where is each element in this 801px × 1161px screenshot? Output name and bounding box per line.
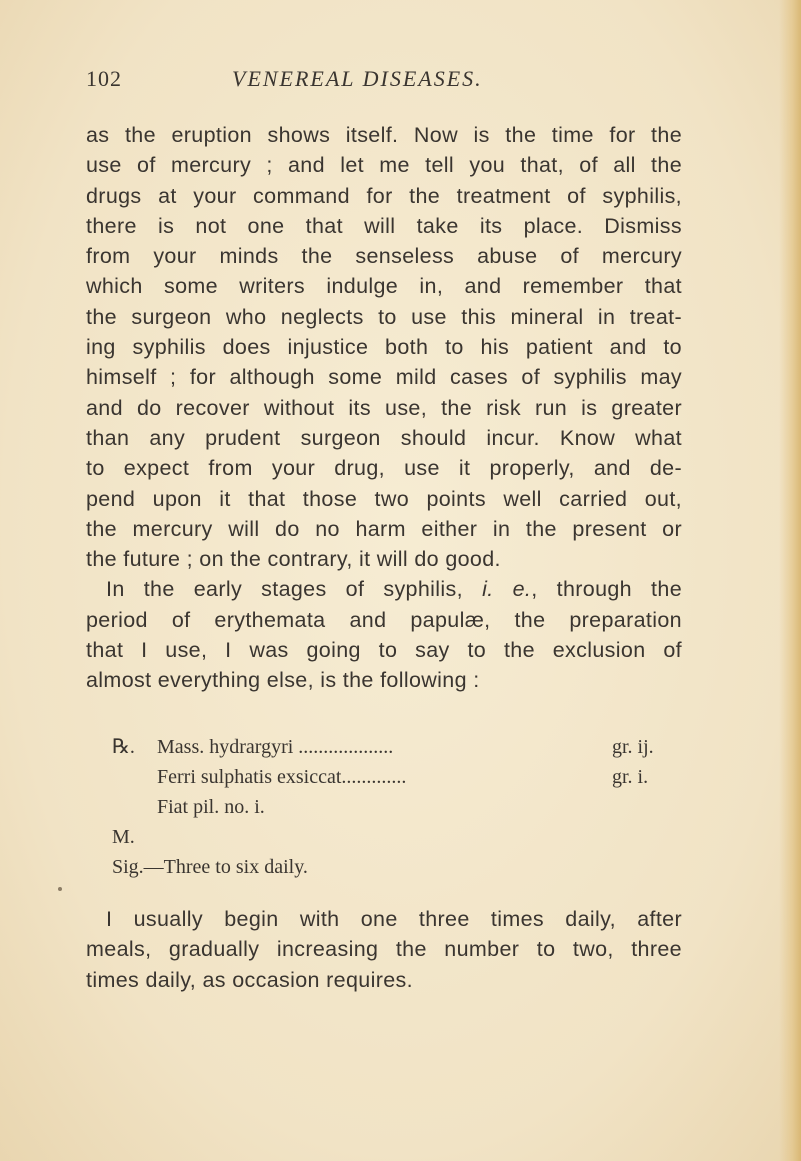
text-line: the mercury will do no harm either in the present or xyxy=(86,516,682,541)
page-edge-shadow xyxy=(779,0,801,1161)
text-line: the future ; on the contrary, it will do good. xyxy=(86,547,501,572)
text-segment: , through the xyxy=(531,577,682,602)
text-line: pend upon it that those two points well carried out, xyxy=(86,486,682,511)
ingredient-name xyxy=(157,762,406,792)
text-line: and do recover without its use, the risk run is greater xyxy=(86,395,682,420)
ingredient-label: Ferri sulphatis exsiccat xyxy=(157,766,342,788)
text-line: to expect from your drug, use it properly, and de- xyxy=(86,456,682,481)
italic-abbreviation: i. e. xyxy=(482,577,532,602)
text-line: period of erythemata and papulæ, the preparation xyxy=(86,607,682,632)
prescription-row xyxy=(86,762,686,792)
prescription-block xyxy=(86,732,686,882)
running-head: VENEREAL DISEASES. xyxy=(232,66,483,91)
misce-line: M. xyxy=(112,826,135,848)
text-line: drugs at your command for the treatment of syphilis, xyxy=(86,183,682,208)
text-line: himself ; for although some mild cases of syphilis may xyxy=(86,365,682,390)
prescription-row xyxy=(86,852,686,882)
text-line: than any prudent surgeon should incur. Know what xyxy=(86,425,682,450)
paper-speck xyxy=(58,887,62,891)
text-line: use of mercury ; and let me tell you that, of all the xyxy=(86,153,682,178)
body-text xyxy=(86,120,682,696)
text-segment: In the early stages of syphilis, xyxy=(106,577,483,602)
ingredient-dose: gr. ij. xyxy=(612,736,654,758)
recipe-symbol: ℞. xyxy=(112,736,135,758)
text-line: which some writers indulge in, and remember that xyxy=(86,274,682,299)
prescription-row xyxy=(86,822,686,852)
text-line: almost everything else, is the following : xyxy=(86,668,480,693)
signa-line: Sig.—Three to six daily. xyxy=(112,856,308,878)
text-line: that I use, I was going to say to the exclusion of xyxy=(86,638,682,663)
dot-leader: ............. xyxy=(341,766,407,788)
dot-leader: ................... xyxy=(298,736,394,758)
text-line-italic-ref xyxy=(86,574,682,604)
text-line: the surgeon who neglects to use this mineral in treat- xyxy=(86,304,682,329)
text-line: ing syphilis does injustice both to his patient and to xyxy=(86,335,682,360)
ingredient-name xyxy=(157,732,393,762)
text-line: times daily, as occasion requires. xyxy=(86,967,413,992)
text-line: there is not one that will take its place. Dismiss xyxy=(86,213,682,238)
ingredient-dose: gr. i. xyxy=(612,766,649,788)
prescription-row xyxy=(86,732,686,762)
fiat-line: Fiat pil. no. i. xyxy=(157,796,265,818)
page-number: 102 xyxy=(86,66,122,91)
text-line: as the eruption shows itself. Now is the time for the xyxy=(86,123,682,147)
text-line: meals, gradually increasing the number to two, three xyxy=(86,937,682,962)
page-header xyxy=(86,66,716,96)
prescription-row xyxy=(86,792,686,822)
text-line: I usually begin with one three times daily, after xyxy=(106,907,682,931)
closing-paragraph xyxy=(86,904,682,995)
ingredient-label: Mass. hydrargyri xyxy=(157,736,294,758)
text-line: from your minds the senseless abuse of mercury xyxy=(86,244,682,269)
